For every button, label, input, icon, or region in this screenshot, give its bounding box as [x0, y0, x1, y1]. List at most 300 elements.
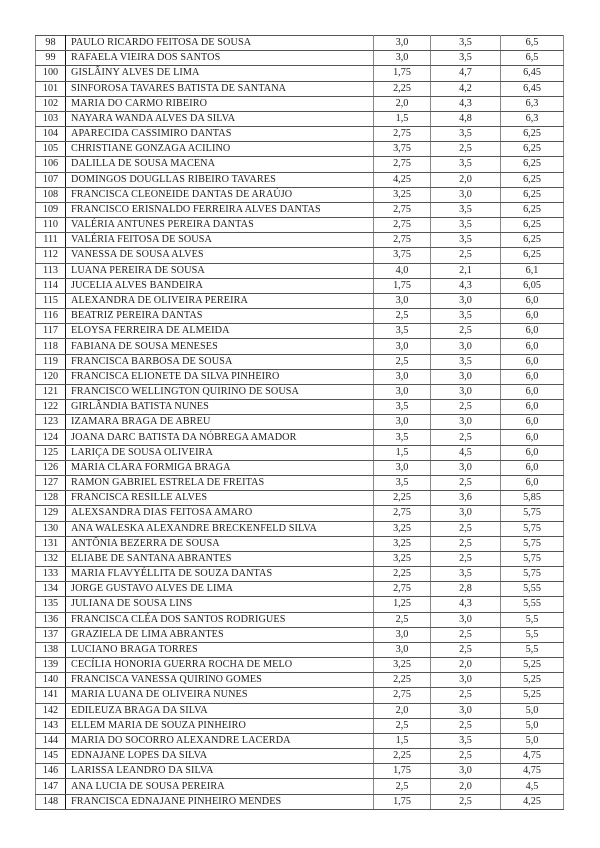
score-a: 3,0: [374, 460, 431, 475]
score-a: 2,75: [374, 506, 431, 521]
score-b: 3,0: [431, 703, 501, 718]
table-row: [36, 733, 564, 748]
candidate-name: JUCELIA ALVES BANDEIRA: [66, 278, 374, 293]
score-b: 3,0: [431, 673, 501, 688]
score-b: 2,5: [431, 749, 501, 764]
score-b: 2,5: [431, 324, 501, 339]
score-a: 1,5: [374, 445, 431, 460]
score-total: 4,5: [501, 779, 564, 794]
score-a: 3,5: [374, 324, 431, 339]
row-number: 113: [36, 263, 66, 278]
candidate-name: PAULO RICARDO FEITOSA DE SOUSA: [66, 36, 374, 51]
score-a: 2,0: [374, 703, 431, 718]
score-total: 6,25: [501, 142, 564, 157]
score-a: 3,25: [374, 551, 431, 566]
score-total: 5,5: [501, 642, 564, 657]
score-total: 6,25: [501, 218, 564, 233]
score-a: 2,25: [374, 491, 431, 506]
row-number: 115: [36, 293, 66, 308]
score-b: 3,6: [431, 491, 501, 506]
table-row: [36, 430, 564, 445]
score-total: 6,25: [501, 172, 564, 187]
row-number: 112: [36, 248, 66, 263]
score-a: 3,0: [374, 627, 431, 642]
table-row: [36, 233, 564, 248]
row-number: 141: [36, 688, 66, 703]
score-b: 2,5: [431, 551, 501, 566]
table-row: [36, 764, 564, 779]
candidate-name: CECÍLIA HONORIA GUERRA ROCHA DE MELO: [66, 658, 374, 673]
table-row: [36, 582, 564, 597]
candidate-name: DALILLA DE SOUSA MACENA: [66, 157, 374, 172]
score-total: 6,25: [501, 127, 564, 142]
score-b: 4,8: [431, 111, 501, 126]
score-b: 3,0: [431, 369, 501, 384]
score-b: 3,5: [431, 127, 501, 142]
score-a: 2,25: [374, 749, 431, 764]
table-row: [36, 218, 564, 233]
score-a: 2,5: [374, 779, 431, 794]
results-table-body: [36, 36, 564, 810]
score-a: 3,0: [374, 339, 431, 354]
candidate-name: MARIA CLARA FORMIGA BRAGA: [66, 460, 374, 475]
table-row: [36, 460, 564, 475]
score-b: 3,0: [431, 764, 501, 779]
score-total: 6,0: [501, 445, 564, 460]
candidate-name: NAYARA WANDA ALVES DA SILVA: [66, 111, 374, 126]
score-a: 2,0: [374, 96, 431, 111]
score-total: 4,25: [501, 794, 564, 809]
score-total: 5,25: [501, 673, 564, 688]
candidate-name: LARIÇA DE SOUSA OLIVEIRA: [66, 445, 374, 460]
score-total: 6,0: [501, 324, 564, 339]
candidate-name: IZAMARA BRAGA DE ABREU: [66, 415, 374, 430]
score-a: 3,0: [374, 51, 431, 66]
row-number: 105: [36, 142, 66, 157]
table-row: [36, 263, 564, 278]
table-row: [36, 172, 564, 187]
candidate-name: LARISSA LEANDRO DA SILVA: [66, 764, 374, 779]
score-total: 5,0: [501, 718, 564, 733]
candidate-name: FRANCISCA EDNAJANE PINHEIRO MENDES: [66, 794, 374, 809]
row-number: 99: [36, 51, 66, 66]
candidate-name: FABIANA DE SOUSA MENESES: [66, 339, 374, 354]
row-number: 128: [36, 491, 66, 506]
score-a: 1,75: [374, 794, 431, 809]
row-number: 117: [36, 324, 66, 339]
score-b: 4,3: [431, 278, 501, 293]
table-row: [36, 627, 564, 642]
row-number: 137: [36, 627, 66, 642]
score-total: 6,45: [501, 66, 564, 81]
table-row: [36, 202, 564, 217]
score-a: 4,0: [374, 263, 431, 278]
row-number: 144: [36, 733, 66, 748]
row-number: 132: [36, 551, 66, 566]
score-b: 3,5: [431, 233, 501, 248]
candidate-name: ALEXSANDRA DIAS FEITOSA AMARO: [66, 506, 374, 521]
table-row: [36, 597, 564, 612]
table-row: [36, 339, 564, 354]
row-number: 124: [36, 430, 66, 445]
table-row: [36, 445, 564, 460]
candidate-name: ANA WALESKA ALEXANDRE BRECKENFELD SILVA: [66, 521, 374, 536]
score-b: 3,5: [431, 309, 501, 324]
candidate-name: FRANCISCA CLÉA DOS SANTOS RODRIGUES: [66, 612, 374, 627]
score-a: 2,5: [374, 354, 431, 369]
candidate-name: VANESSA DE SOUSA ALVES: [66, 248, 374, 263]
table-row: [36, 127, 564, 142]
score-a: 3,75: [374, 142, 431, 157]
score-b: 3,0: [431, 187, 501, 202]
score-a: 3,0: [374, 415, 431, 430]
score-b: 2,5: [431, 430, 501, 445]
table-row: [36, 475, 564, 490]
score-b: 2,5: [431, 475, 501, 490]
table-row: [36, 749, 564, 764]
table-row: [36, 794, 564, 809]
row-number: 148: [36, 794, 66, 809]
candidate-name: ANTÔNIA BEZERRA DE SOUSA: [66, 536, 374, 551]
score-total: 5,75: [501, 521, 564, 536]
row-number: 120: [36, 369, 66, 384]
table-row: [36, 66, 564, 81]
candidate-name: SINFOROSA TAVARES BATISTA DE SANTANA: [66, 81, 374, 96]
score-a: 3,5: [374, 400, 431, 415]
score-total: 6,3: [501, 96, 564, 111]
score-a: 2,25: [374, 81, 431, 96]
score-total: 6,0: [501, 475, 564, 490]
score-a: 2,75: [374, 157, 431, 172]
candidate-name: MARIA DO SOCORRO ALEXANDRE LACERDA: [66, 733, 374, 748]
score-total: 5,75: [501, 567, 564, 582]
score-total: 4,75: [501, 764, 564, 779]
table-row: [36, 278, 564, 293]
score-b: 2,0: [431, 658, 501, 673]
row-number: 102: [36, 96, 66, 111]
candidate-name: FRANCISCO WELLINGTON QUIRINO DE SOUSA: [66, 384, 374, 399]
candidate-name: RAMON GABRIEL ESTRELA DE FREITAS: [66, 475, 374, 490]
candidate-name: JOANA DARC BATISTA DA NÓBREGA AMADOR: [66, 430, 374, 445]
table-row: [36, 309, 564, 324]
score-total: 5,5: [501, 612, 564, 627]
score-b: 3,0: [431, 415, 501, 430]
table-row: [36, 51, 564, 66]
row-number: 108: [36, 187, 66, 202]
score-b: 2,1: [431, 263, 501, 278]
row-number: 131: [36, 536, 66, 551]
candidate-name: EDNAJANE LOPES DA SILVA: [66, 749, 374, 764]
candidate-name: GISLÂINY ALVES DE LIMA: [66, 66, 374, 81]
score-b: 3,0: [431, 460, 501, 475]
row-number: 127: [36, 475, 66, 490]
score-total: 6,5: [501, 36, 564, 51]
score-total: 6,45: [501, 81, 564, 96]
score-b: 4,3: [431, 597, 501, 612]
table-row: [36, 324, 564, 339]
score-b: 3,0: [431, 612, 501, 627]
score-a: 4,25: [374, 172, 431, 187]
score-total: 5,85: [501, 491, 564, 506]
score-b: 2,5: [431, 627, 501, 642]
candidate-name: FRANCISCA ELIONETE DA SILVA PINHEIRO: [66, 369, 374, 384]
score-a: 3,0: [374, 384, 431, 399]
score-a: 2,75: [374, 127, 431, 142]
score-a: 1,5: [374, 111, 431, 126]
table-row: [36, 551, 564, 566]
row-number: 100: [36, 66, 66, 81]
score-b: 3,0: [431, 339, 501, 354]
table-row: [36, 521, 564, 536]
candidate-name: ALEXANDRA DE OLIVEIRA PEREIRA: [66, 293, 374, 308]
score-total: 5,25: [501, 688, 564, 703]
score-a: 2,5: [374, 309, 431, 324]
table-row: [36, 491, 564, 506]
score-total: 5,55: [501, 597, 564, 612]
score-a: 3,25: [374, 658, 431, 673]
score-total: 5,75: [501, 506, 564, 521]
candidate-name: APARECIDA CASSIMIRO DANTAS: [66, 127, 374, 142]
table-row: [36, 688, 564, 703]
candidate-name: JORGE GUSTAVO ALVES DE LIMA: [66, 582, 374, 597]
score-total: 6,0: [501, 460, 564, 475]
row-number: 116: [36, 309, 66, 324]
score-a: 2,25: [374, 673, 431, 688]
row-number: 123: [36, 415, 66, 430]
row-number: 103: [36, 111, 66, 126]
score-b: 4,3: [431, 96, 501, 111]
candidate-name: ELIABE DE SANTANA ABRANTES: [66, 551, 374, 566]
candidate-name: MARIA DO CARMO RIBEIRO: [66, 96, 374, 111]
table-row: [36, 157, 564, 172]
row-number: 122: [36, 400, 66, 415]
row-number: 106: [36, 157, 66, 172]
row-number: 136: [36, 612, 66, 627]
score-a: 3,25: [374, 521, 431, 536]
row-number: 114: [36, 278, 66, 293]
table-row: [36, 142, 564, 157]
row-number: 133: [36, 567, 66, 582]
row-number: 104: [36, 127, 66, 142]
score-b: 3,0: [431, 293, 501, 308]
row-number: 146: [36, 764, 66, 779]
score-a: 1,75: [374, 66, 431, 81]
table-row: [36, 293, 564, 308]
row-number: 109: [36, 202, 66, 217]
candidate-name: MARIA LUANA DE OLIVEIRA NUNES: [66, 688, 374, 703]
score-b: 4,2: [431, 81, 501, 96]
score-b: 2,5: [431, 521, 501, 536]
score-a: 3,25: [374, 536, 431, 551]
score-b: 2,5: [431, 536, 501, 551]
score-b: 2,0: [431, 779, 501, 794]
score-a: 2,75: [374, 688, 431, 703]
score-b: 2,8: [431, 582, 501, 597]
score-total: 5,75: [501, 551, 564, 566]
score-total: 6,1: [501, 263, 564, 278]
score-total: 6,0: [501, 309, 564, 324]
row-number: 110: [36, 218, 66, 233]
score-total: 5,55: [501, 582, 564, 597]
score-total: 6,25: [501, 202, 564, 217]
score-b: 2,5: [431, 400, 501, 415]
results-table: [35, 35, 564, 810]
score-a: 1,25: [374, 597, 431, 612]
score-a: 1,75: [374, 764, 431, 779]
table-row: [36, 369, 564, 384]
score-b: 3,5: [431, 567, 501, 582]
score-b: 3,5: [431, 36, 501, 51]
table-row: [36, 384, 564, 399]
table-row: [36, 506, 564, 521]
row-number: 135: [36, 597, 66, 612]
table-row: [36, 703, 564, 718]
candidate-name: FRANCISCO ERISNALDO FERREIRA ALVES DANTAS: [66, 202, 374, 217]
score-total: 6,0: [501, 354, 564, 369]
candidate-name: VALÉRIA ANTUNES PEREIRA DANTAS: [66, 218, 374, 233]
score-a: 3,25: [374, 187, 431, 202]
score-total: 6,0: [501, 430, 564, 445]
score-total: 6,5: [501, 51, 564, 66]
candidate-name: ELLEM MARIA DE SOUZA PINHEIRO: [66, 718, 374, 733]
candidate-name: FRANCISCA VANESSA QUIRINO GOMES: [66, 673, 374, 688]
candidate-name: ANA LUCIA DE SOUSA PEREIRA: [66, 779, 374, 794]
table-row: [36, 36, 564, 51]
score-total: 6,05: [501, 278, 564, 293]
score-a: 2,5: [374, 612, 431, 627]
score-a: 2,5: [374, 718, 431, 733]
candidate-name: LUCIANO BRAGA TORRES: [66, 642, 374, 657]
table-row: [36, 673, 564, 688]
row-number: 111: [36, 233, 66, 248]
row-number: 143: [36, 718, 66, 733]
score-total: 6,0: [501, 415, 564, 430]
score-total: 6,25: [501, 248, 564, 263]
score-a: 1,75: [374, 278, 431, 293]
candidate-name: MARIA FLAVYÉLLITA DE SOUZA DANTAS: [66, 567, 374, 582]
row-number: 140: [36, 673, 66, 688]
score-b: 4,5: [431, 445, 501, 460]
row-number: 121: [36, 384, 66, 399]
table-row: [36, 779, 564, 794]
table-row: [36, 642, 564, 657]
score-b: 2,5: [431, 794, 501, 809]
score-b: 2,5: [431, 142, 501, 157]
row-number: 129: [36, 506, 66, 521]
score-total: 5,5: [501, 627, 564, 642]
score-total: 6,3: [501, 111, 564, 126]
score-a: 2,75: [374, 582, 431, 597]
table-row: [36, 111, 564, 126]
row-number: 145: [36, 749, 66, 764]
score-b: 3,5: [431, 354, 501, 369]
score-b: 3,5: [431, 157, 501, 172]
score-a: 3,0: [374, 642, 431, 657]
candidate-name: FRANCISCA CLEONEIDE DANTAS DE ARAÚJO: [66, 187, 374, 202]
score-b: 2,5: [431, 248, 501, 263]
score-total: 6,0: [501, 369, 564, 384]
row-number: 98: [36, 36, 66, 51]
row-number: 119: [36, 354, 66, 369]
candidate-name: LUANA PEREIRA DE SOUSA: [66, 263, 374, 278]
score-a: 1,5: [374, 733, 431, 748]
score-a: 2,75: [374, 218, 431, 233]
score-a: 2,75: [374, 233, 431, 248]
table-row: [36, 248, 564, 263]
candidate-name: ELOYSA FERREIRA DE ALMEIDA: [66, 324, 374, 339]
candidate-name: BEATRIZ PEREIRA DANTAS: [66, 309, 374, 324]
score-total: 6,25: [501, 157, 564, 172]
score-b: 2,5: [431, 688, 501, 703]
row-number: 138: [36, 642, 66, 657]
score-b: 2,5: [431, 718, 501, 733]
score-a: 3,75: [374, 248, 431, 263]
row-number: 107: [36, 172, 66, 187]
score-total: 6,0: [501, 400, 564, 415]
score-a: 3,5: [374, 475, 431, 490]
score-total: 6,0: [501, 293, 564, 308]
candidate-name: JULIANA DE SOUSA LINS: [66, 597, 374, 612]
score-total: 6,25: [501, 187, 564, 202]
score-total: 5,25: [501, 658, 564, 673]
row-number: 126: [36, 460, 66, 475]
score-a: 3,0: [374, 369, 431, 384]
candidate-name: EDILEUZA BRAGA DA SILVA: [66, 703, 374, 718]
score-a: 2,75: [374, 202, 431, 217]
row-number: 118: [36, 339, 66, 354]
row-number: 142: [36, 703, 66, 718]
score-a: 3,0: [374, 36, 431, 51]
row-number: 147: [36, 779, 66, 794]
score-b: 3,5: [431, 51, 501, 66]
score-b: 4,7: [431, 66, 501, 81]
score-b: 2,0: [431, 172, 501, 187]
score-total: 5,75: [501, 536, 564, 551]
row-number: 130: [36, 521, 66, 536]
score-b: 3,0: [431, 506, 501, 521]
table-row: [36, 567, 564, 582]
row-number: 125: [36, 445, 66, 460]
candidate-name: RAFAELA VIEIRA DOS SANTOS: [66, 51, 374, 66]
table-row: [36, 96, 564, 111]
score-b: 3,5: [431, 733, 501, 748]
candidate-name: CHRISTIANE GONZAGA ACILINO: [66, 142, 374, 157]
score-a: 3,5: [374, 430, 431, 445]
table-row: [36, 81, 564, 96]
score-total: 6,0: [501, 384, 564, 399]
candidate-name: FRANCISCA BARBOSA DE SOUSA: [66, 354, 374, 369]
candidate-name: DOMINGOS DOUGLLAS RIBEIRO TAVARES: [66, 172, 374, 187]
score-b: 3,5: [431, 202, 501, 217]
table-row: [36, 658, 564, 673]
table-row: [36, 187, 564, 202]
candidate-name: VALÉRIA FEITOSA DE SOUSA: [66, 233, 374, 248]
score-b: 3,5: [431, 218, 501, 233]
candidate-name: GRAZIELA DE LIMA ABRANTES: [66, 627, 374, 642]
row-number: 101: [36, 81, 66, 96]
table-row: [36, 415, 564, 430]
score-b: 3,0: [431, 384, 501, 399]
row-number: 134: [36, 582, 66, 597]
score-total: 4,75: [501, 749, 564, 764]
candidate-name: FRANCISCA RESILLE ALVES: [66, 491, 374, 506]
score-total: 6,0: [501, 339, 564, 354]
candidate-name: GIRLÂNDIA BATISTA NUNES: [66, 400, 374, 415]
score-total: 5,0: [501, 703, 564, 718]
table-row: [36, 536, 564, 551]
score-total: 6,25: [501, 233, 564, 248]
score-a: 3,0: [374, 293, 431, 308]
